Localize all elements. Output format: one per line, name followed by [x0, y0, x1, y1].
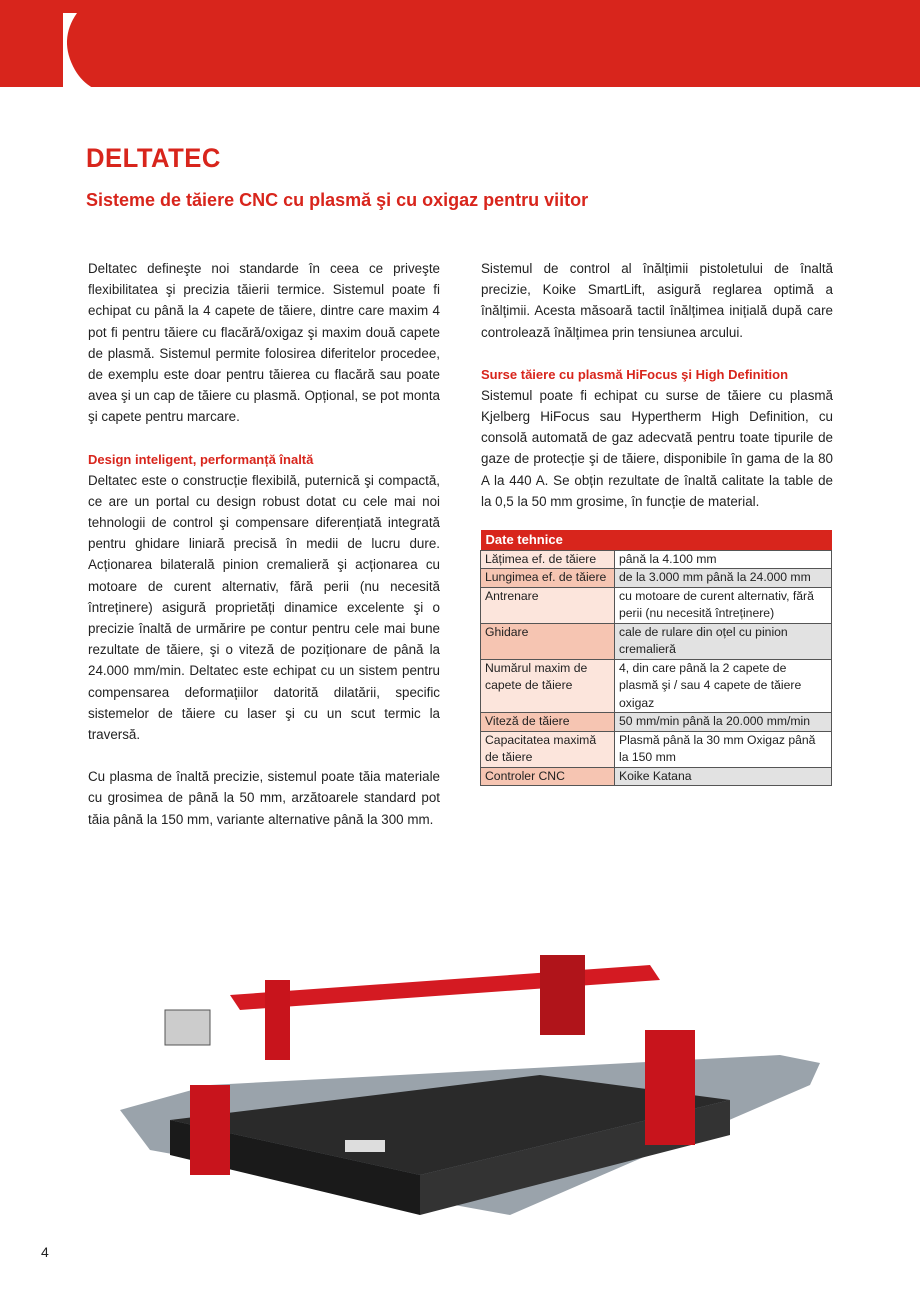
table-row: [481, 713, 832, 732]
machine-photo: [90, 935, 830, 1235]
tech-specs-table: [480, 530, 832, 786]
paragraph: Deltatec este o construcție flexibilă, puternică şi compactă, ce are un portal cu design robust dotat cu cele mai noi tehnologii de control şi compensare diferențiată integrată pentru ghidare liniară precisă în medii de lucru dure. Acționarea bilaterală pinion cremalieră şi acționarea cu motoare de curent alternativ, fără perii (nu necesită întreținere) asigură proprietăți dinamice excelente şi o precizie înaltă de urmărire pe contur pentru cele mai bune rezultate de tăiere, şi o viteză de poziționare de până la 24.000 mm/min. Deltatec este echipat cu un sistem pentru compensarea deformațiilor datorită dilatării, specific sistemelor de tăiere cu laser şi cu un scut termic la traversă.: [88, 472, 440, 743]
row-value: 4, din care până la 2 capete de plasmă şi / sau 4 capete de tăiere oxigaz: [615, 659, 832, 713]
row-value: Plasmă până la 30 mm Oxigaz până la 150 mm: [615, 731, 832, 767]
row-label: Viteză de tăiere: [481, 713, 615, 732]
section-heading: Surse tăiere cu plasmă HiFocus şi High Definition: [481, 366, 789, 382]
paragraph: Cu plasma de înaltă precizie, sistemul poate tăia materiale cu grosimea de până la 50 mm, arzătoarele standard pot tăia până la 150 mm, variante alternative până la 300 mm.: [88, 769, 440, 827]
table-row: [481, 623, 832, 659]
right-column: [481, 258, 833, 533]
row-label: Controler CNC: [481, 767, 615, 786]
table-row: [481, 569, 832, 588]
row-label: Ghidare: [481, 623, 615, 659]
table-title: Date tehnice: [481, 530, 832, 550]
page-number: 4: [41, 1244, 49, 1260]
row-value: de la 3.000 mm până la 24.000 mm: [615, 569, 832, 588]
row-value: Koike Katana: [615, 767, 832, 786]
table-row: [481, 659, 832, 713]
paragraph: Sistemul poate fi echipat cu surse de tăiere cu plasmă Kjelberg HiFocus sau Hypertherm High Definition, cu consolă automată de gaz adecvată pentru toate tipurile de gaze de protecție şi de tăiere, disponibile în gama de la 80 A la 440 A. Se obțin rezultate de înaltă calitate la table de la 0,5 la 50 mm grosime, în funcție de material.: [481, 387, 833, 509]
logo-icon: [0, 0, 140, 90]
left-column: [88, 258, 440, 851]
row-value: cale de rulare din oțel cu pinion cremalieră: [615, 623, 832, 659]
row-label: Numărul maxim de capete de tăiere: [481, 659, 615, 713]
row-label: Lungimea ef. de tăiere: [481, 569, 615, 588]
paragraph: Deltatec defineşte noi standarde în ceea ce priveşte flexibilitatea şi precizia tăierii termice. Sistemul poate fi echipat cu până la 4 capete de tăiere, dintre care maxim 4 pot fi pentru tăiere cu flacără/oxigaz şi maxim două capete de plasmă. Sistemul permite folosirea diferitelor procedee, de exemplu este doar pentru tăierea cu flacără sau poate avea şi un cap de tăiere cu plasmă. Opțional, se pot monta şi capete pentru marcare.: [88, 261, 440, 425]
row-value: 50 mm/min până la 20.000 mm/min: [615, 713, 832, 732]
row-label: Lățimea ef. de tăiere: [481, 550, 615, 569]
section-heading: Design inteligent, performanță înaltă: [88, 451, 314, 467]
table-row: [481, 731, 832, 767]
page-subtitle: Sisteme de tăiere CNC cu plasmă şi cu oxigaz pentru viitor: [86, 190, 589, 210]
table-row: [481, 550, 832, 569]
table-row: [481, 587, 832, 623]
row-label: Antrenare: [481, 587, 615, 623]
page-title: DELTATEC: [86, 143, 221, 173]
row-value: cu motoare de curent alternativ, fără perii (nu necesită întreținere): [615, 587, 832, 623]
row-label: Capacitatea maximă de tăiere: [481, 731, 615, 767]
paragraph: Sistemul de control al înălțimii pistoletului de înaltă precizie, Koike SmartLift, asigură reglarea optimă a înălțimii. Acesta măsoară tactil înălțimea inițială după care controlează înălțimea prin tensiunea arcului.: [481, 261, 833, 340]
table-row: [481, 767, 832, 786]
row-value: până la 4.100 mm: [615, 550, 832, 569]
